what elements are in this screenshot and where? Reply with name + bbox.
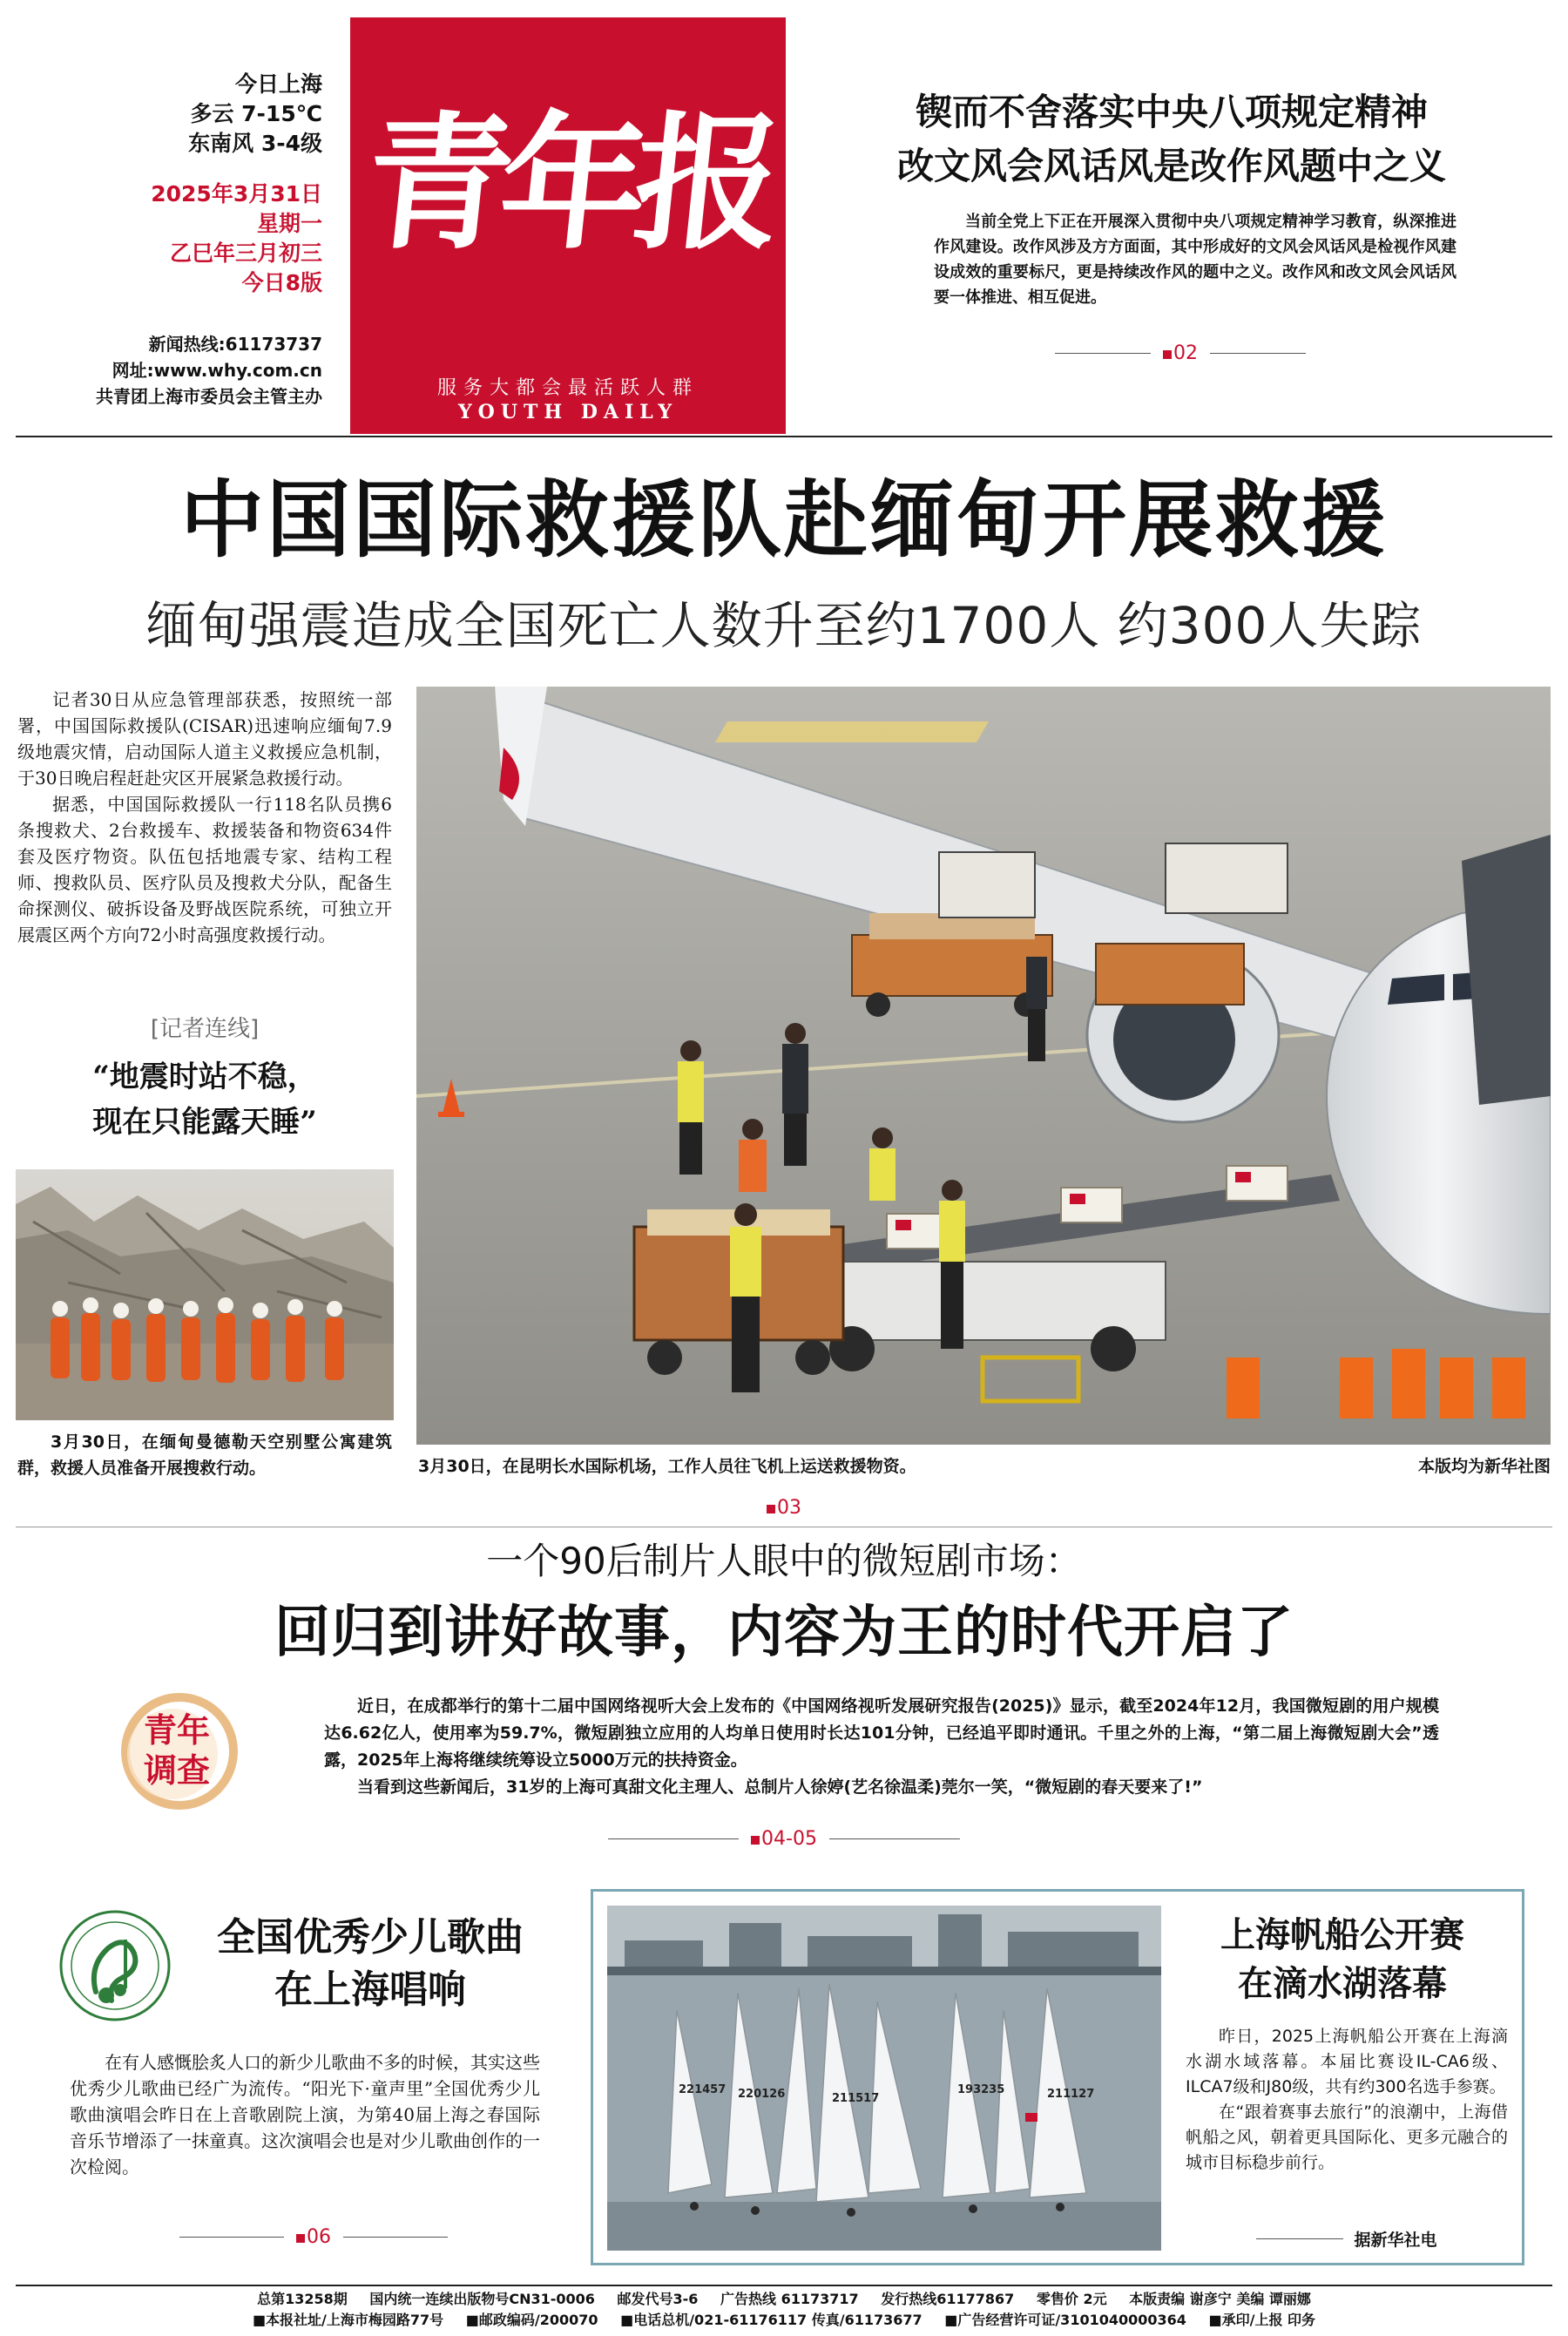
page-ref-03-label: 03 — [777, 1497, 801, 1519]
website[interactable]: 网址:www.why.com.cn — [112, 360, 322, 381]
quote-line2: 现在只能露天睡” — [92, 1105, 317, 1140]
page-ref-06[interactable] — [148, 2226, 479, 2248]
reporter-tag: [记者连线] — [150, 1016, 260, 1042]
distribution-hotline: 发行热线61177867 — [881, 2291, 1015, 2307]
second-body-paragraph: 近日，在成都举行的第十二届中国网络视听大会上发布的《中国网络视听发展研究报告(2025)》显示，截至2024年12月，我国微短剧的用户规模达6.62亿人，使用率为59.7%，微短剧独立应用的人均单日使用时长达101分钟，已经追平即时通讯。千里之外的上海，“第二届上海微短剧大会”透露，2025年上海将继续统筹设立5000万元的扶持资金。 — [324, 1696, 1439, 1770]
footer-publication-info — [16, 2290, 1552, 2309]
sailing-body-paragraph: 昨日，2025上海帆船公开赛在上海滴水湖水域落幕。本届比赛设IL-CA6级、ILCA7级和J80级，共有约300名选手参赛。 — [1186, 2027, 1508, 2096]
square-bullet-icon — [1163, 350, 1172, 359]
songs-title-line1: 全国优秀少儿歌曲 — [217, 1915, 524, 1960]
page-ref-02[interactable] — [1037, 342, 1324, 364]
weather-condition: 多云 7-15℃ — [190, 101, 322, 126]
date-lunar: 乙巳年三月初三 — [169, 240, 322, 266]
lead-body-paragraph: 据悉，中国国际救援队一行118名队员携6条搜救犬、2台救援车、救援装备和物资634件套及医疗物资。队伍包括地震专家、结构工程师、搜救队员、医疗队员及搜救犬分队，配备生命探测仪、破拆设备及野战医院系统，可独立开展震区两个方向72小时高强度救援行动。 — [17, 794, 392, 945]
photo-credit: 本版均为新华社图 — [1417, 1457, 1551, 1476]
sponsor: 共青团上海市委员会主管主办 — [96, 386, 322, 407]
printer: ■承印/上报 印务 — [1208, 2312, 1316, 2328]
date-gregorian: 2025年3月31日 — [151, 181, 322, 207]
date-weekday: 星期一 — [256, 211, 322, 236]
page-ref-02-label: 02 — [1173, 342, 1198, 364]
sailing-body — [1186, 2024, 1508, 2176]
music-festival-logo-icon — [54, 1905, 176, 2027]
footer-rule — [16, 2285, 1552, 2286]
top-story-summary: 当前全党上下正在开展深入贯彻中央八项规定精神学习教育，纵深推进作风建设。改作风涉及方方面面，其中形成好的文风会风话风是检视作风建设成效的重要标尺，更是持续改作风的题中之义。改作风和改文风会风话风要一体推进、相互促进。 — [934, 213, 1456, 307]
zip-code: ■邮政编码/200070 — [465, 2312, 598, 2328]
sailing-source — [1186, 2227, 1508, 2251]
lead-headline[interactable]: 中国国际救援队赴缅甸开展救援 — [180, 471, 1388, 569]
ad-hotline: 广告热线 61173717 — [720, 2291, 859, 2307]
weather-block — [52, 70, 322, 159]
page-editors: 本版责编 谢彦宁 美编 谭丽娜 — [1129, 2291, 1311, 2307]
weather-city: 今日上海 — [234, 71, 322, 97]
airport-loading-photo[interactable] — [416, 687, 1551, 1445]
top-story-headline[interactable] — [810, 85, 1533, 193]
masthead-logo[interactable] — [350, 17, 786, 434]
footer-address-info — [16, 2311, 1552, 2330]
sailing-body-paragraph: 在“跟着赛事去旅行”的浪潮中，上海借帆船之风，朝着更具国际化、更多元融合的城市目标稳步前行。 — [1186, 2102, 1508, 2172]
divider — [343, 2237, 448, 2238]
sail-number-label: 193235 — [957, 2083, 1005, 2096]
rescue-team-photo[interactable] — [16, 1169, 394, 1420]
page-ref-03[interactable] — [723, 1497, 845, 1519]
divider — [1055, 353, 1151, 354]
sail-number-label: 221457 — [679, 2083, 727, 2096]
sailing-title-line1: 上海帆船公开赛 — [1220, 1915, 1464, 1955]
masthead-title: 青年报 — [357, 97, 779, 269]
ad-license: ■广告经营许可证/3101040000364 — [944, 2312, 1186, 2328]
page-ref-04-05[interactable] — [601, 1828, 967, 1850]
second-body-paragraph: 当看到这些新闻后，31岁的上海可真甜文化主理人、总制片人徐婷(艺名徐温柔)莞尔一笑，“微短剧的春天要来了!” — [357, 1777, 1203, 1797]
page-ref-0405-label: 04-05 — [761, 1828, 817, 1850]
lead-body-paragraph: 记者30日从应急管理部获悉，按照统一部署，中国国际救援队(CISAR)迅速响应缅甸7.9级地震灾情，启动国际人道主义救援应急机制，于30日晚启程赶赴灾区开展紧急救援行动。 — [17, 689, 392, 789]
masthead-slogan: 服务大都会最活跃人群 — [436, 377, 699, 399]
songs-headline[interactable] — [174, 1912, 566, 2016]
square-bullet-icon — [767, 1505, 775, 1513]
quote-line1: “地震时站不稳， — [92, 1060, 317, 1094]
main-photo-caption: 3月30日，在昆明长水国际机场，工作人员往飞机上运送救援物资。 — [418, 1457, 916, 1476]
divider — [829, 1838, 960, 1839]
sail-number-label: 220126 — [738, 2088, 786, 2101]
office-address: ■本报社址/上海市梅园路77号 — [252, 2312, 444, 2328]
youth-survey-badge — [112, 1686, 242, 1817]
second-story-body — [324, 1693, 1439, 1801]
youth-survey-label: 青年 调查 — [143, 1710, 210, 1790]
sailing-photo[interactable] — [607, 1906, 1161, 2251]
top-headline-line2: 改文风会风话风是改作风题中之义 — [896, 145, 1446, 187]
contact-block — [26, 331, 322, 410]
sailing-title-line2: 在滴水湖落幕 — [1238, 1964, 1447, 2004]
second-story-kicker: 一个90后制片人眼中的微短剧市场： — [486, 1540, 1082, 1582]
phone-fax: ■电话总机/021-61176117 传真/61173677 — [620, 2312, 923, 2328]
sail-number-label: 211127 — [1047, 2088, 1095, 2101]
reporter-quote[interactable] — [17, 1054, 392, 1145]
sail-number-label: 211517 — [832, 2092, 880, 2105]
masthead-english: YOUTH DAILY — [457, 401, 679, 423]
square-bullet-icon — [296, 2234, 305, 2243]
sailing-headline[interactable] — [1177, 1911, 1508, 2008]
news-hotline: 新闻热线:61173737 — [148, 334, 322, 355]
page-ref-06-label: 06 — [307, 2226, 331, 2248]
lead-body — [17, 687, 392, 948]
date-pages: 今日8版 — [241, 270, 322, 295]
masthead-rule — [16, 436, 1552, 437]
divider — [179, 2237, 284, 2238]
divider — [1210, 353, 1306, 354]
date-block — [52, 179, 322, 298]
songs-title-line2: 在上海唱响 — [274, 1967, 466, 2012]
retail-price: 零售价 2元 — [1036, 2291, 1107, 2307]
rescue-photo-caption: 3月30日，在缅甸曼德勒天空别墅公寓建筑群，救援人员准备开展搜救行动。 — [17, 1432, 392, 1478]
weather-wind: 东南风 3-4级 — [188, 131, 322, 156]
issue-number: 总第13258期 — [257, 2291, 348, 2307]
sailing-source-label: 据新华社电 — [1354, 2231, 1437, 2250]
square-bullet-icon — [751, 1836, 760, 1845]
postal-code: 邮发代号3-6 — [617, 2291, 699, 2307]
cn-number: 国内统一连续出版物号CN31-0006 — [369, 2291, 595, 2307]
top-headline-line1: 锲而不舍落实中央八项规定精神 — [915, 91, 1428, 133]
second-story-headline[interactable]: 回归到讲好故事，内容为王的时代开启了 — [274, 1600, 1294, 1665]
lead-subheadline: 缅甸强震造成全国死亡人数升至约1700人 约300人失踪 — [145, 596, 1423, 655]
divider — [1256, 2238, 1343, 2239]
songs-body: 在有人感慨脍炙人口的新少儿歌曲不多的时候，其实这些优秀少儿歌曲已经广为流传。“阳光下·童声里”全国优秀少儿歌曲演唱会昨日在上音歌剧院上演，为第40届上海之春国际音乐节增添了一抹童真。这次演唱会也是对少儿歌曲创作的一次检阅。 — [70, 2052, 540, 2177]
divider — [608, 1838, 739, 1839]
sailing-story-box — [591, 1889, 1524, 2265]
